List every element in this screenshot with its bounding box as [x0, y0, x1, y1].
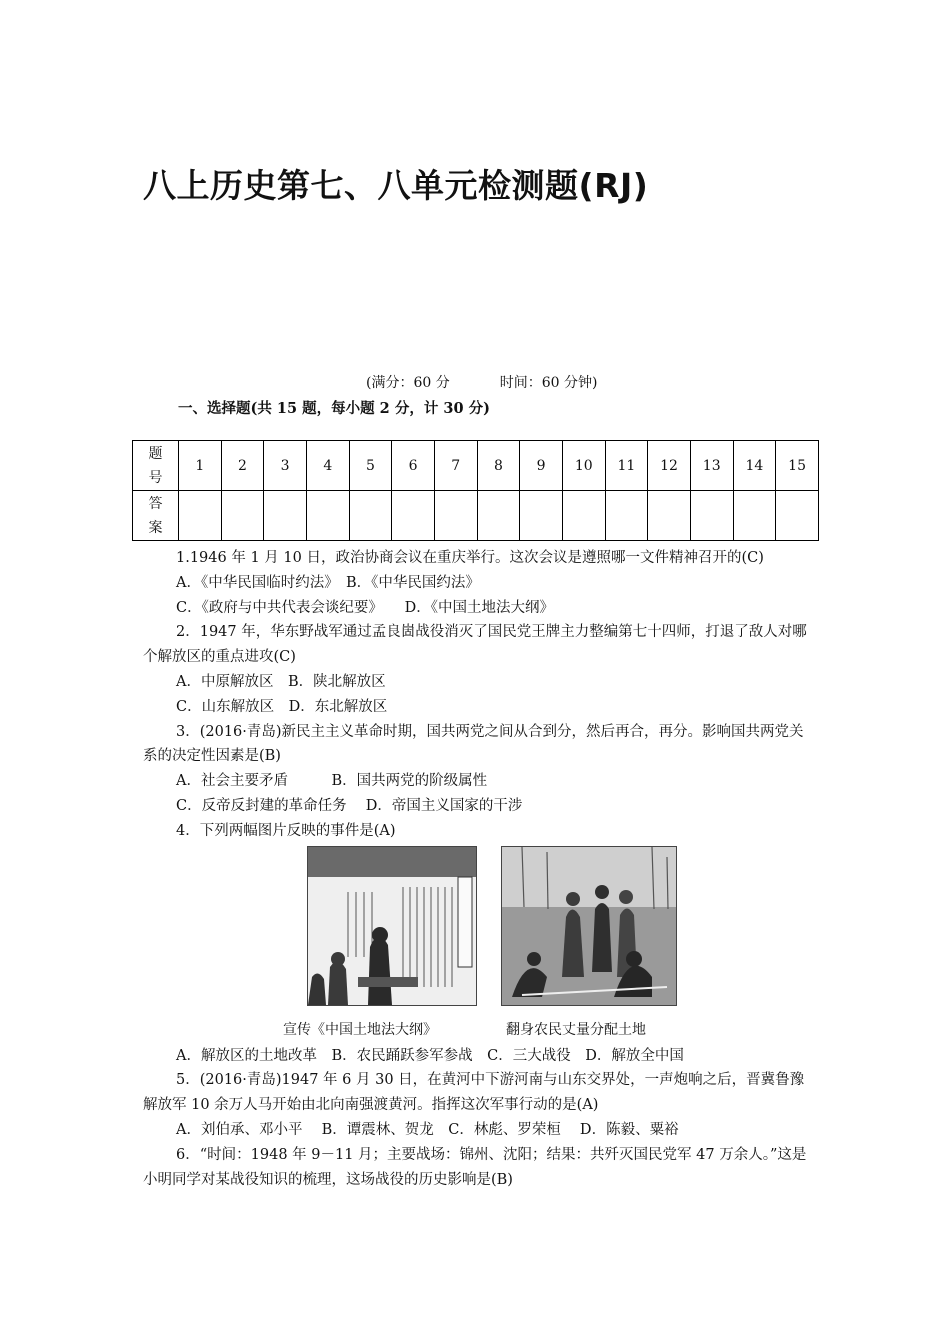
- number-cell: 14: [733, 441, 776, 491]
- answer-cell[interactable]: [306, 491, 349, 541]
- answer-cell[interactable]: [392, 491, 435, 541]
- number-cell: 11: [605, 441, 648, 491]
- answer-cell[interactable]: [562, 491, 605, 541]
- land-law-poster-photo: [307, 846, 477, 1006]
- number-cell: 1: [179, 441, 222, 491]
- number-cell: 6: [392, 441, 435, 491]
- answer-cell[interactable]: [179, 491, 222, 541]
- number-cell: 4: [306, 441, 349, 491]
- question-5-options: A．刘伯承、邓小平 B．谭震林、贺龙 C．林彪、罗荣桓 D．陈毅、粟裕: [176, 1121, 679, 1138]
- answer-cell[interactable]: [434, 491, 477, 541]
- question-4-photos: [143, 846, 811, 1018]
- answer-cell[interactable]: [733, 491, 776, 541]
- photo-caption-right: 翻身农民丈量分配土地: [506, 1021, 646, 1038]
- number-cell: 8: [477, 441, 520, 491]
- questions-body: [143, 546, 811, 1192]
- number-cell: 10: [562, 441, 605, 491]
- answer-cell[interactable]: [264, 491, 307, 541]
- question-6-stem: 6．“时间：1948 年 9－11 月；主要战场：锦州、沈阳；结果：共歼灭国民党军 47 万余人。”这是小明同学对某战役知识的梳理，这场战役的历史影响是(B): [143, 1146, 807, 1188]
- question-2-options-a-b: A．中原解放区 B．陕北解放区: [176, 673, 386, 690]
- row-label-answer: 答 案: [133, 491, 179, 541]
- number-cell: 5: [349, 441, 392, 491]
- time-limit: 时间：60 分钟): [499, 375, 598, 391]
- land-measuring-photo: [501, 846, 677, 1006]
- section-heading: 一、选择题(共 15 题，每小题 2 分，计 30 分): [178, 400, 490, 417]
- question-2-stem: 2．1947 年，华东野战军通过孟良崮战役消灭了国民党王牌主力整编第七十四师，打退了敌人对哪个解放区的重点进攻(C): [143, 624, 807, 666]
- number-cell: 9: [520, 441, 563, 491]
- question-2-options-c-d: C．山东解放区 D．东北解放区: [176, 698, 388, 715]
- answer-cell[interactable]: [349, 491, 392, 541]
- answer-cell[interactable]: [520, 491, 563, 541]
- row-label-number: 题 号: [133, 441, 179, 491]
- answer-cell[interactable]: [690, 491, 733, 541]
- question-1-options-a-b: A．《中华民国临时约法》 B．《中华民国约法》: [176, 574, 480, 591]
- question-4-options: A．解放区的土地改革 B．农民踊跃参军参战 C．三大战役 D．解放全中国: [176, 1047, 684, 1064]
- page-title: 八上历史第七、八单元检测题(RJ): [143, 166, 649, 205]
- answer-cell[interactable]: [477, 491, 520, 541]
- answer-cell[interactable]: [605, 491, 648, 541]
- question-4-stem: 4．下列两幅图片反映的事件是(A): [176, 822, 396, 839]
- number-cell: 2: [221, 441, 264, 491]
- number-row: [133, 441, 819, 491]
- number-cell: 12: [648, 441, 691, 491]
- answer-row: [133, 491, 819, 541]
- number-cell: 15: [776, 441, 819, 491]
- full-marks: (满分：60 分: [366, 375, 450, 391]
- question-5-stem: 5．(2016·青岛)1947 年 6 月 30 日，在黄河中下游河南与山东交界处，一声炮响之后，晋冀鲁豫解放军 10 余万人马开始由北向南强渡黄河。指挥这次军事行动的是(A): [143, 1072, 805, 1114]
- answer-cell[interactable]: [776, 491, 819, 541]
- photo-caption-left: 宣传《中国土地法大纲》: [283, 1021, 437, 1038]
- number-cell: 13: [690, 441, 733, 491]
- question-1-options-c-d: C．《政府与中共代表会谈纪要》 D．《中国土地法大纲》: [176, 599, 554, 616]
- question-3-options-a-b: A．社会主要矛盾 B．国共两党的阶级属性: [176, 773, 488, 790]
- answer-cell[interactable]: [648, 491, 691, 541]
- question-3-options-c-d: C．反帝反封建的革命任务 D．帝国主义国家的干涉: [176, 797, 523, 814]
- question-3-stem: 3．(2016·青岛)新民主主义革命时期，国共两党之间从合到分，然后再合，再分。影响国共两党关系的决定性因素是(B): [143, 723, 804, 765]
- number-cell: 7: [434, 441, 477, 491]
- answer-cell[interactable]: [221, 491, 264, 541]
- exam-meta: [366, 372, 597, 392]
- question-1-stem: 1.1946 年 1 月 10 日，政治协商会议在重庆举行。这次会议是遵照哪一文件精神召开的(C): [176, 550, 764, 566]
- number-cell: 3: [264, 441, 307, 491]
- answer-table: [132, 440, 819, 541]
- question-4-captions: [143, 1018, 811, 1044]
